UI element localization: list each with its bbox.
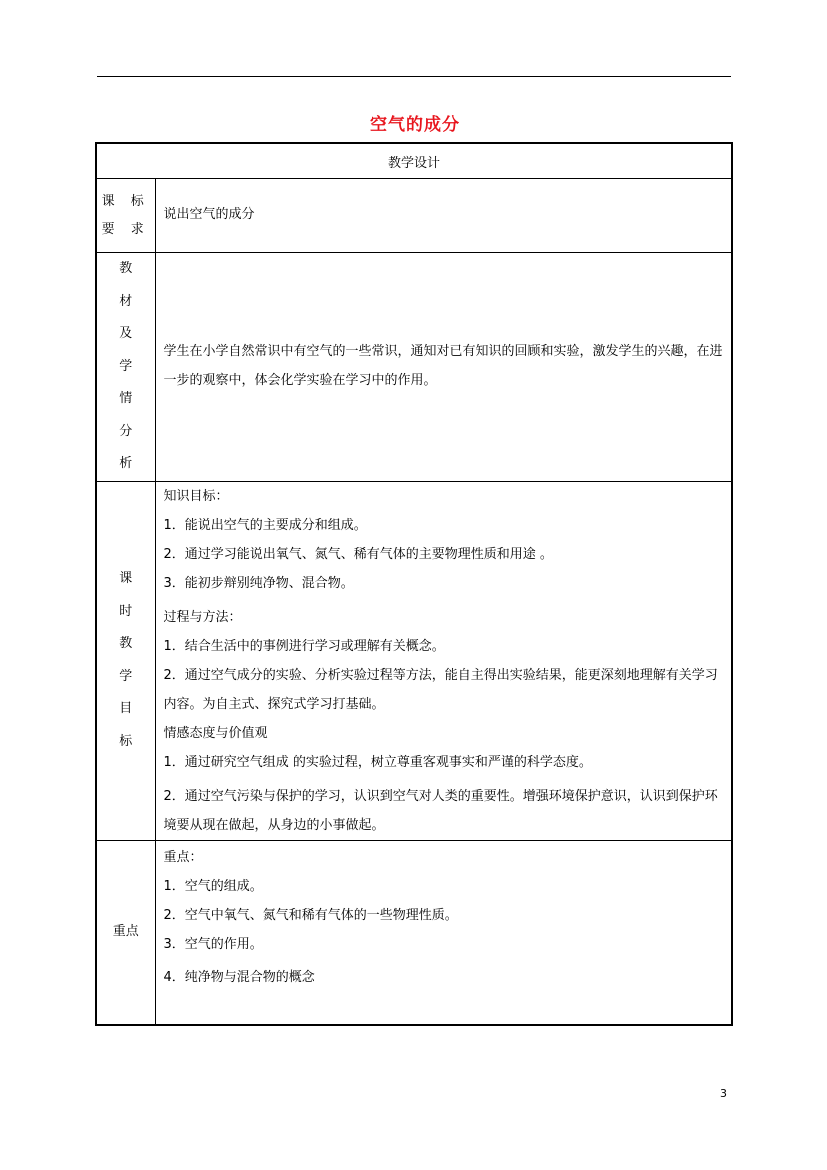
key-point-item: 1．空气的组成。: [163, 878, 263, 894]
header-rule: [97, 76, 731, 77]
goals-label-char: 目: [119, 701, 133, 716]
analysis-label-char: 分: [119, 423, 133, 439]
table-header-row: [96, 143, 732, 179]
key-points-row: [96, 840, 732, 1025]
process-item: 1．结合生活中的事例进行学习或理解有关概念。: [163, 638, 445, 654]
knowledge-item: 1．能说出空气的主要成分和组成。: [163, 517, 367, 533]
analysis-label-char: 教: [119, 261, 133, 276]
goals-label-char: 课: [119, 571, 133, 586]
goals-label: [96, 481, 155, 840]
analysis-row: [96, 253, 732, 482]
standard-content: 说出空气的成分: [155, 179, 732, 253]
key-point-item: 2．空气中氧气、氮气和稀有气体的一些物理性质。: [163, 907, 458, 923]
process-item: 2．通过空气成分的实验、分析实验过程等方法，能自主得出实验结果，能更深刻地理解有关学习内容。为自主式、探究式学习打基础。: [163, 667, 718, 712]
standard-label-line2: 要 求: [101, 221, 150, 237]
standard-row: [96, 179, 732, 253]
analysis-content: 学生在小学自然常识中有空气的一些常识，通知对已有知识的回顾和实验，激发学生的兴趣，在进一步的观察中，体会化学实验在学习中的作用。: [155, 253, 732, 482]
knowledge-item: 3．能初步辩别纯净物、混合物。: [163, 575, 354, 591]
knowledge-title: 知识目标：: [163, 488, 229, 504]
analysis-label-char: 学: [119, 358, 133, 374]
emotion-item: 2．通过空气污染与保护的学习，认识到空气对人类的重要性。增强环境保护意识，认识到保护环境要从现在做起，从身边的小事做起。: [163, 788, 718, 833]
goals-label-char: 标: [119, 733, 133, 749]
analysis-label-char: 及: [119, 326, 133, 341]
key-points-content: [155, 840, 732, 1025]
goals-label-char: 时: [119, 603, 133, 619]
goals-row: [96, 481, 732, 840]
goals-label-char: 教: [119, 636, 133, 651]
process-title: 过程与方法：: [163, 609, 242, 625]
lesson-plan-table: [95, 142, 733, 1026]
emotion-title: 情感态度与价值观: [163, 725, 268, 741]
key-points-label: 重点: [96, 840, 155, 1025]
emotion-item: 1．通过研究空气组成 的实验过程，树立尊重客观事实和严谨的科学态度。: [163, 754, 592, 770]
standard-label-line1: 课 标: [101, 193, 150, 209]
analysis-label-char: 材: [119, 293, 133, 309]
knowledge-item: 2．通过学习能说出氧气、氮气、稀有气体的主要物理性质和用途 。: [163, 546, 553, 562]
document-title: 空气的成分: [370, 115, 460, 135]
page-number: 3: [720, 1087, 727, 1100]
analysis-label-char: 析: [119, 456, 133, 471]
standard-label: [96, 179, 155, 253]
analysis-label: [96, 253, 155, 482]
goals-content: [155, 481, 732, 840]
key-point-item: 3．空气的作用。: [163, 936, 263, 952]
key-point-item: 4．纯净物与混合物的概念: [163, 969, 315, 985]
table-header: 教学设计: [96, 143, 732, 179]
analysis-label-char: 情: [119, 391, 133, 406]
goals-label-char: 学: [119, 668, 133, 684]
key-points-title: 重点：: [163, 849, 203, 865]
